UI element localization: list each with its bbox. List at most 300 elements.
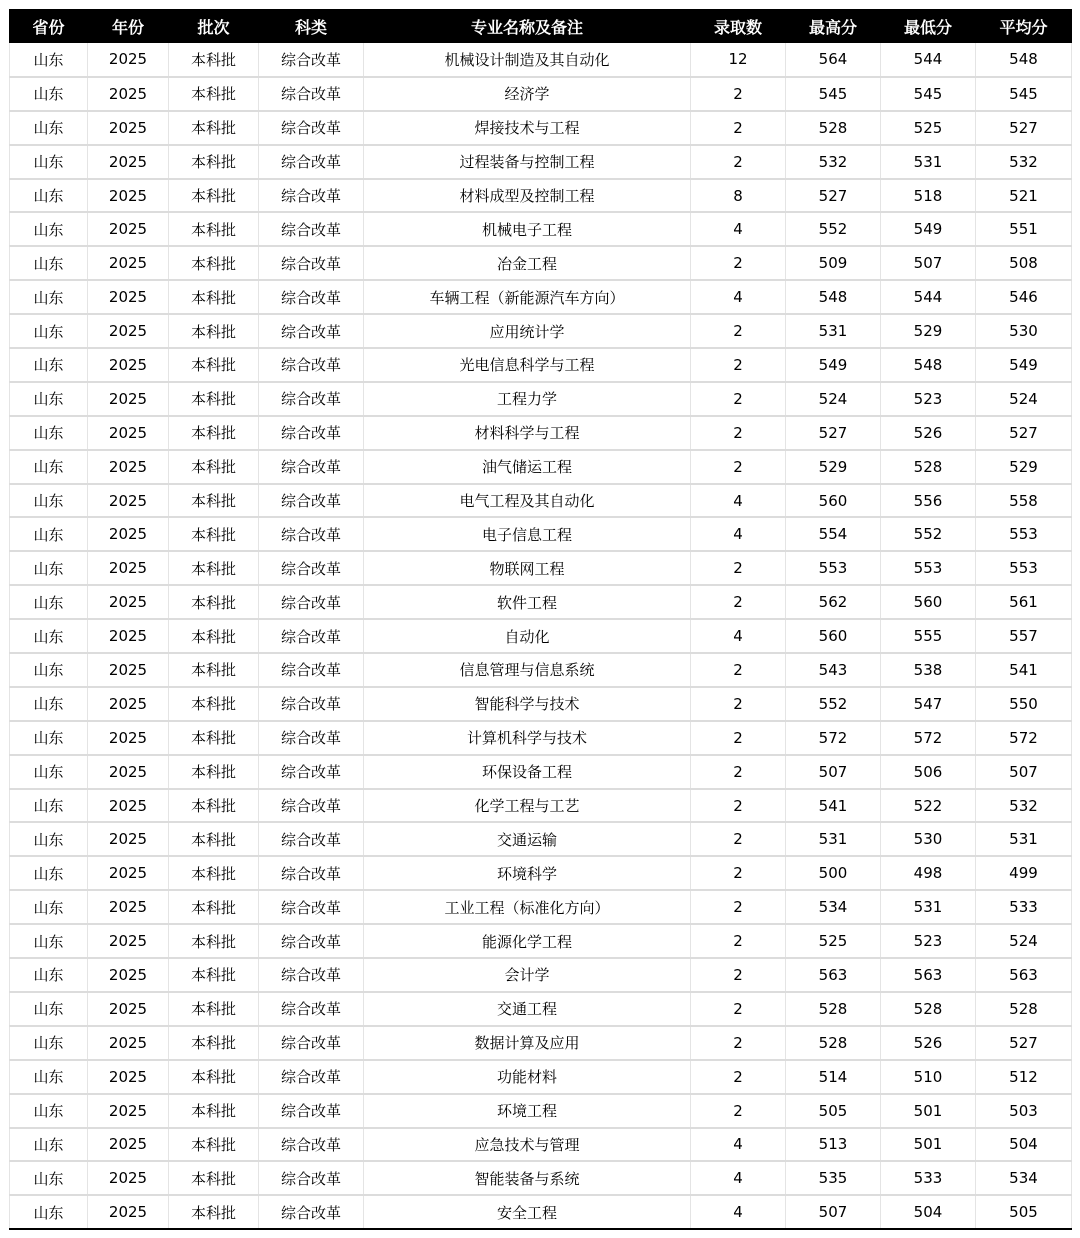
table-row xyxy=(10,314,1072,348)
table-row xyxy=(10,484,1072,518)
cell-admitted: 4 xyxy=(691,280,786,314)
cell-avg-score: 548 xyxy=(976,43,1072,77)
cell-admitted: 2 xyxy=(691,246,786,280)
cell-year: 2025 xyxy=(88,246,169,280)
cell-major: 计算机科学与技术 xyxy=(364,721,691,755)
cell-batch: 本科批 xyxy=(169,314,259,348)
cell-province: 山东 xyxy=(10,992,88,1026)
cell-min-score: 544 xyxy=(881,43,976,77)
cell-category: 综合改革 xyxy=(259,517,364,551)
cell-avg-score: 503 xyxy=(976,1094,1072,1128)
cell-major: 环保设备工程 xyxy=(364,755,691,789)
cell-admitted: 2 xyxy=(691,314,786,348)
cell-max-score: 528 xyxy=(786,992,881,1026)
cell-max-score: 549 xyxy=(786,348,881,382)
cell-year: 2025 xyxy=(88,1128,169,1162)
cell-batch: 本科批 xyxy=(169,551,259,585)
cell-province: 山东 xyxy=(10,924,88,958)
cell-major: 机械设计制造及其自动化 xyxy=(364,43,691,77)
cell-batch: 本科批 xyxy=(169,280,259,314)
header-min-score: 最低分 xyxy=(881,9,976,43)
cell-category: 综合改革 xyxy=(259,890,364,924)
cell-major: 环境工程 xyxy=(364,1094,691,1128)
header-admitted: 录取数 xyxy=(691,9,786,43)
cell-batch: 本科批 xyxy=(169,484,259,518)
cell-avg-score: 541 xyxy=(976,653,1072,687)
cell-major: 软件工程 xyxy=(364,585,691,619)
cell-min-score: 549 xyxy=(881,212,976,246)
cell-year: 2025 xyxy=(88,1060,169,1094)
cell-batch: 本科批 xyxy=(169,246,259,280)
header-province: 省份 xyxy=(10,9,88,43)
cell-admitted: 2 xyxy=(691,77,786,111)
cell-max-score: 552 xyxy=(786,212,881,246)
cell-min-score: 507 xyxy=(881,246,976,280)
header-max-score: 最高分 xyxy=(786,9,881,43)
cell-batch: 本科批 xyxy=(169,653,259,687)
cell-batch: 本科批 xyxy=(169,1094,259,1128)
cell-max-score: 545 xyxy=(786,77,881,111)
cell-major: 自动化 xyxy=(364,619,691,653)
cell-max-score: 560 xyxy=(786,619,881,653)
cell-admitted: 12 xyxy=(691,43,786,77)
cell-category: 综合改革 xyxy=(259,1026,364,1060)
table-row xyxy=(10,212,1072,246)
cell-category: 综合改革 xyxy=(259,1128,364,1162)
cell-year: 2025 xyxy=(88,348,169,382)
table-row xyxy=(10,43,1072,77)
table-row xyxy=(10,890,1072,924)
cell-max-score: 548 xyxy=(786,280,881,314)
cell-admitted: 2 xyxy=(691,789,786,823)
cell-admitted: 2 xyxy=(691,958,786,992)
cell-category: 综合改革 xyxy=(259,382,364,416)
cell-admitted: 2 xyxy=(691,755,786,789)
cell-province: 山东 xyxy=(10,1195,88,1229)
cell-min-score: 525 xyxy=(881,111,976,145)
cell-min-score: 552 xyxy=(881,517,976,551)
table-row xyxy=(10,755,1072,789)
cell-major: 化学工程与工艺 xyxy=(364,789,691,823)
cell-category: 综合改革 xyxy=(259,280,364,314)
cell-category: 综合改革 xyxy=(259,687,364,721)
table-row xyxy=(10,1060,1072,1094)
cell-avg-score: 528 xyxy=(976,992,1072,1026)
cell-batch: 本科批 xyxy=(169,958,259,992)
cell-year: 2025 xyxy=(88,585,169,619)
cell-major: 信息管理与信息系统 xyxy=(364,653,691,687)
cell-category: 综合改革 xyxy=(259,43,364,77)
cell-year: 2025 xyxy=(88,280,169,314)
cell-admitted: 4 xyxy=(691,1128,786,1162)
cell-batch: 本科批 xyxy=(169,924,259,958)
cell-max-score: 563 xyxy=(786,958,881,992)
cell-min-score: 544 xyxy=(881,280,976,314)
cell-admitted: 2 xyxy=(691,721,786,755)
cell-admitted: 2 xyxy=(691,856,786,890)
cell-year: 2025 xyxy=(88,212,169,246)
cell-category: 综合改革 xyxy=(259,1161,364,1195)
header-avg-score: 平均分 xyxy=(976,9,1072,43)
cell-batch: 本科批 xyxy=(169,212,259,246)
cell-year: 2025 xyxy=(88,992,169,1026)
cell-major: 工程力学 xyxy=(364,382,691,416)
cell-avg-score: 504 xyxy=(976,1128,1072,1162)
cell-year: 2025 xyxy=(88,382,169,416)
cell-admitted: 2 xyxy=(691,382,786,416)
cell-admitted: 2 xyxy=(691,1026,786,1060)
cell-year: 2025 xyxy=(88,111,169,145)
cell-category: 综合改革 xyxy=(259,551,364,585)
cell-batch: 本科批 xyxy=(169,822,259,856)
cell-province: 山东 xyxy=(10,1161,88,1195)
cell-max-score: 507 xyxy=(786,1195,881,1229)
cell-avg-score: 527 xyxy=(976,1026,1072,1060)
cell-batch: 本科批 xyxy=(169,992,259,1026)
cell-min-score: 529 xyxy=(881,314,976,348)
cell-admitted: 2 xyxy=(691,822,786,856)
cell-admitted: 2 xyxy=(691,585,786,619)
cell-max-score: 543 xyxy=(786,653,881,687)
cell-province: 山东 xyxy=(10,755,88,789)
cell-year: 2025 xyxy=(88,517,169,551)
cell-avg-score: 551 xyxy=(976,212,1072,246)
table-row xyxy=(10,280,1072,314)
table-body xyxy=(10,43,1072,1229)
cell-major: 电气工程及其自动化 xyxy=(364,484,691,518)
table-row xyxy=(10,687,1072,721)
cell-major: 机械电子工程 xyxy=(364,212,691,246)
cell-province: 山东 xyxy=(10,517,88,551)
table-row xyxy=(10,822,1072,856)
cell-category: 综合改革 xyxy=(259,789,364,823)
table-row xyxy=(10,619,1072,653)
cell-min-score: 528 xyxy=(881,992,976,1026)
header-year: 年份 xyxy=(88,9,169,43)
cell-avg-score: 532 xyxy=(976,145,1072,179)
cell-category: 综合改革 xyxy=(259,958,364,992)
cell-major: 功能材料 xyxy=(364,1060,691,1094)
header-major: 专业名称及备注 xyxy=(364,9,691,43)
cell-min-score: 510 xyxy=(881,1060,976,1094)
cell-min-score: 548 xyxy=(881,348,976,382)
cell-category: 综合改革 xyxy=(259,179,364,213)
table-row xyxy=(10,1026,1072,1060)
cell-min-score: 526 xyxy=(881,1026,976,1060)
cell-min-score: 523 xyxy=(881,382,976,416)
table-row xyxy=(10,551,1072,585)
cell-batch: 本科批 xyxy=(169,856,259,890)
cell-major: 物联网工程 xyxy=(364,551,691,585)
table-row xyxy=(10,653,1072,687)
cell-province: 山东 xyxy=(10,280,88,314)
cell-max-score: 525 xyxy=(786,924,881,958)
cell-max-score: 534 xyxy=(786,890,881,924)
cell-min-score: 556 xyxy=(881,484,976,518)
cell-major: 焊接技术与工程 xyxy=(364,111,691,145)
cell-max-score: 532 xyxy=(786,145,881,179)
header-row xyxy=(10,9,1072,43)
cell-category: 综合改革 xyxy=(259,416,364,450)
cell-province: 山东 xyxy=(10,1128,88,1162)
cell-province: 山东 xyxy=(10,111,88,145)
table-row xyxy=(10,924,1072,958)
cell-batch: 本科批 xyxy=(169,789,259,823)
cell-avg-score: 553 xyxy=(976,551,1072,585)
cell-batch: 本科批 xyxy=(169,43,259,77)
table-row xyxy=(10,856,1072,890)
cell-category: 综合改革 xyxy=(259,111,364,145)
cell-major: 安全工程 xyxy=(364,1195,691,1229)
cell-major: 交通运输 xyxy=(364,822,691,856)
cell-admitted: 2 xyxy=(691,1094,786,1128)
cell-province: 山东 xyxy=(10,1026,88,1060)
cell-avg-score: 527 xyxy=(976,416,1072,450)
cell-avg-score: 558 xyxy=(976,484,1072,518)
cell-avg-score: 561 xyxy=(976,585,1072,619)
cell-province: 山东 xyxy=(10,179,88,213)
table-row xyxy=(10,1128,1072,1162)
cell-year: 2025 xyxy=(88,450,169,484)
table-row xyxy=(10,958,1072,992)
cell-province: 山东 xyxy=(10,484,88,518)
cell-year: 2025 xyxy=(88,755,169,789)
cell-min-score: 501 xyxy=(881,1094,976,1128)
cell-max-score: 541 xyxy=(786,789,881,823)
cell-admitted: 2 xyxy=(691,890,786,924)
table-row xyxy=(10,77,1072,111)
cell-admitted: 4 xyxy=(691,1161,786,1195)
cell-major: 过程装备与控制工程 xyxy=(364,145,691,179)
cell-admitted: 2 xyxy=(691,687,786,721)
cell-avg-score: 521 xyxy=(976,179,1072,213)
cell-admitted: 4 xyxy=(691,1195,786,1229)
cell-max-score: 562 xyxy=(786,585,881,619)
cell-batch: 本科批 xyxy=(169,619,259,653)
cell-major: 材料科学与工程 xyxy=(364,416,691,450)
cell-province: 山东 xyxy=(10,1094,88,1128)
cell-major: 光电信息科学与工程 xyxy=(364,348,691,382)
cell-max-score: 528 xyxy=(786,1026,881,1060)
table-row xyxy=(10,382,1072,416)
cell-major: 能源化学工程 xyxy=(364,924,691,958)
cell-year: 2025 xyxy=(88,619,169,653)
cell-max-score: 572 xyxy=(786,721,881,755)
cell-avg-score: 499 xyxy=(976,856,1072,890)
cell-admitted: 2 xyxy=(691,992,786,1026)
cell-major: 电子信息工程 xyxy=(364,517,691,551)
table-row xyxy=(10,450,1072,484)
cell-year: 2025 xyxy=(88,721,169,755)
cell-min-score: 518 xyxy=(881,179,976,213)
cell-major: 数据计算及应用 xyxy=(364,1026,691,1060)
cell-year: 2025 xyxy=(88,1161,169,1195)
cell-avg-score: 512 xyxy=(976,1060,1072,1094)
cell-min-score: 553 xyxy=(881,551,976,585)
cell-avg-score: 524 xyxy=(976,382,1072,416)
cell-category: 综合改革 xyxy=(259,924,364,958)
cell-batch: 本科批 xyxy=(169,179,259,213)
table-row xyxy=(10,1094,1072,1128)
cell-year: 2025 xyxy=(88,43,169,77)
table-row xyxy=(10,1195,1072,1229)
cell-year: 2025 xyxy=(88,822,169,856)
cell-admitted: 4 xyxy=(691,212,786,246)
cell-batch: 本科批 xyxy=(169,721,259,755)
cell-major: 智能科学与技术 xyxy=(364,687,691,721)
cell-category: 综合改革 xyxy=(259,1060,364,1094)
cell-major: 应用统计学 xyxy=(364,314,691,348)
cell-admitted: 4 xyxy=(691,484,786,518)
cell-category: 综合改革 xyxy=(259,246,364,280)
cell-year: 2025 xyxy=(88,856,169,890)
cell-admitted: 4 xyxy=(691,517,786,551)
cell-max-score: 528 xyxy=(786,111,881,145)
cell-province: 山东 xyxy=(10,416,88,450)
cell-batch: 本科批 xyxy=(169,111,259,145)
cell-min-score: 523 xyxy=(881,924,976,958)
cell-year: 2025 xyxy=(88,145,169,179)
cell-avg-score: 532 xyxy=(976,789,1072,823)
cell-year: 2025 xyxy=(88,1026,169,1060)
cell-min-score: 506 xyxy=(881,755,976,789)
cell-category: 综合改革 xyxy=(259,585,364,619)
cell-category: 综合改革 xyxy=(259,856,364,890)
cell-min-score: 501 xyxy=(881,1128,976,1162)
table-row xyxy=(10,517,1072,551)
table-row xyxy=(10,145,1072,179)
cell-category: 综合改革 xyxy=(259,314,364,348)
cell-admitted: 2 xyxy=(691,111,786,145)
cell-province: 山东 xyxy=(10,721,88,755)
cell-year: 2025 xyxy=(88,1195,169,1229)
cell-avg-score: 550 xyxy=(976,687,1072,721)
cell-category: 综合改革 xyxy=(259,77,364,111)
cell-admitted: 2 xyxy=(691,348,786,382)
cell-province: 山东 xyxy=(10,246,88,280)
cell-min-score: 547 xyxy=(881,687,976,721)
cell-min-score: 545 xyxy=(881,77,976,111)
cell-year: 2025 xyxy=(88,687,169,721)
cell-min-score: 498 xyxy=(881,856,976,890)
cell-category: 综合改革 xyxy=(259,348,364,382)
cell-avg-score: 545 xyxy=(976,77,1072,111)
table-row xyxy=(10,789,1072,823)
cell-batch: 本科批 xyxy=(169,1026,259,1060)
cell-year: 2025 xyxy=(88,789,169,823)
cell-batch: 本科批 xyxy=(169,450,259,484)
cell-year: 2025 xyxy=(88,314,169,348)
cell-province: 山东 xyxy=(10,43,88,77)
cell-province: 山东 xyxy=(10,1060,88,1094)
cell-admitted: 2 xyxy=(691,1060,786,1094)
cell-max-score: 531 xyxy=(786,822,881,856)
cell-batch: 本科批 xyxy=(169,1060,259,1094)
cell-major: 环境科学 xyxy=(364,856,691,890)
cell-batch: 本科批 xyxy=(169,890,259,924)
cell-max-score: 560 xyxy=(786,484,881,518)
cell-major: 交通工程 xyxy=(364,992,691,1026)
cell-max-score: 553 xyxy=(786,551,881,585)
cell-category: 综合改革 xyxy=(259,145,364,179)
cell-avg-score: 505 xyxy=(976,1195,1072,1229)
cell-province: 山东 xyxy=(10,382,88,416)
cell-batch: 本科批 xyxy=(169,1161,259,1195)
cell-min-score: 522 xyxy=(881,789,976,823)
cell-category: 综合改革 xyxy=(259,822,364,856)
cell-min-score: 560 xyxy=(881,585,976,619)
cell-year: 2025 xyxy=(88,179,169,213)
cell-batch: 本科批 xyxy=(169,687,259,721)
cell-category: 综合改革 xyxy=(259,1195,364,1229)
cell-avg-score: 507 xyxy=(976,755,1072,789)
cell-major: 材料成型及控制工程 xyxy=(364,179,691,213)
cell-admitted: 2 xyxy=(691,450,786,484)
cell-avg-score: 546 xyxy=(976,280,1072,314)
cell-avg-score: 549 xyxy=(976,348,1072,382)
cell-avg-score: 524 xyxy=(976,924,1072,958)
cell-category: 综合改革 xyxy=(259,619,364,653)
cell-category: 综合改革 xyxy=(259,755,364,789)
admission-table-container xyxy=(9,9,1071,1230)
cell-batch: 本科批 xyxy=(169,755,259,789)
cell-max-score: 554 xyxy=(786,517,881,551)
header-category: 科类 xyxy=(259,9,364,43)
cell-min-score: 533 xyxy=(881,1161,976,1195)
cell-max-score: 507 xyxy=(786,755,881,789)
cell-avg-score: 508 xyxy=(976,246,1072,280)
cell-category: 综合改革 xyxy=(259,484,364,518)
cell-avg-score: 527 xyxy=(976,111,1072,145)
cell-max-score: 529 xyxy=(786,450,881,484)
cell-province: 山东 xyxy=(10,348,88,382)
cell-max-score: 527 xyxy=(786,416,881,450)
cell-avg-score: 563 xyxy=(976,958,1072,992)
cell-max-score: 564 xyxy=(786,43,881,77)
cell-province: 山东 xyxy=(10,653,88,687)
cell-year: 2025 xyxy=(88,484,169,518)
cell-province: 山东 xyxy=(10,687,88,721)
cell-province: 山东 xyxy=(10,585,88,619)
cell-admitted: 2 xyxy=(691,551,786,585)
cell-max-score: 509 xyxy=(786,246,881,280)
cell-min-score: 531 xyxy=(881,145,976,179)
cell-category: 综合改革 xyxy=(259,653,364,687)
cell-min-score: 530 xyxy=(881,822,976,856)
cell-max-score: 514 xyxy=(786,1060,881,1094)
table-header xyxy=(10,9,1072,43)
cell-province: 山东 xyxy=(10,314,88,348)
cell-category: 综合改革 xyxy=(259,212,364,246)
cell-batch: 本科批 xyxy=(169,585,259,619)
cell-batch: 本科批 xyxy=(169,1128,259,1162)
cell-avg-score: 553 xyxy=(976,517,1072,551)
table-row xyxy=(10,179,1072,213)
cell-category: 综合改革 xyxy=(259,1094,364,1128)
cell-province: 山东 xyxy=(10,822,88,856)
cell-min-score: 526 xyxy=(881,416,976,450)
table-row xyxy=(10,585,1072,619)
cell-year: 2025 xyxy=(88,77,169,111)
cell-province: 山东 xyxy=(10,77,88,111)
cell-batch: 本科批 xyxy=(169,517,259,551)
cell-avg-score: 534 xyxy=(976,1161,1072,1195)
cell-major: 会计学 xyxy=(364,958,691,992)
table-row xyxy=(10,246,1072,280)
cell-max-score: 505 xyxy=(786,1094,881,1128)
cell-admitted: 2 xyxy=(691,145,786,179)
cell-major: 经济学 xyxy=(364,77,691,111)
